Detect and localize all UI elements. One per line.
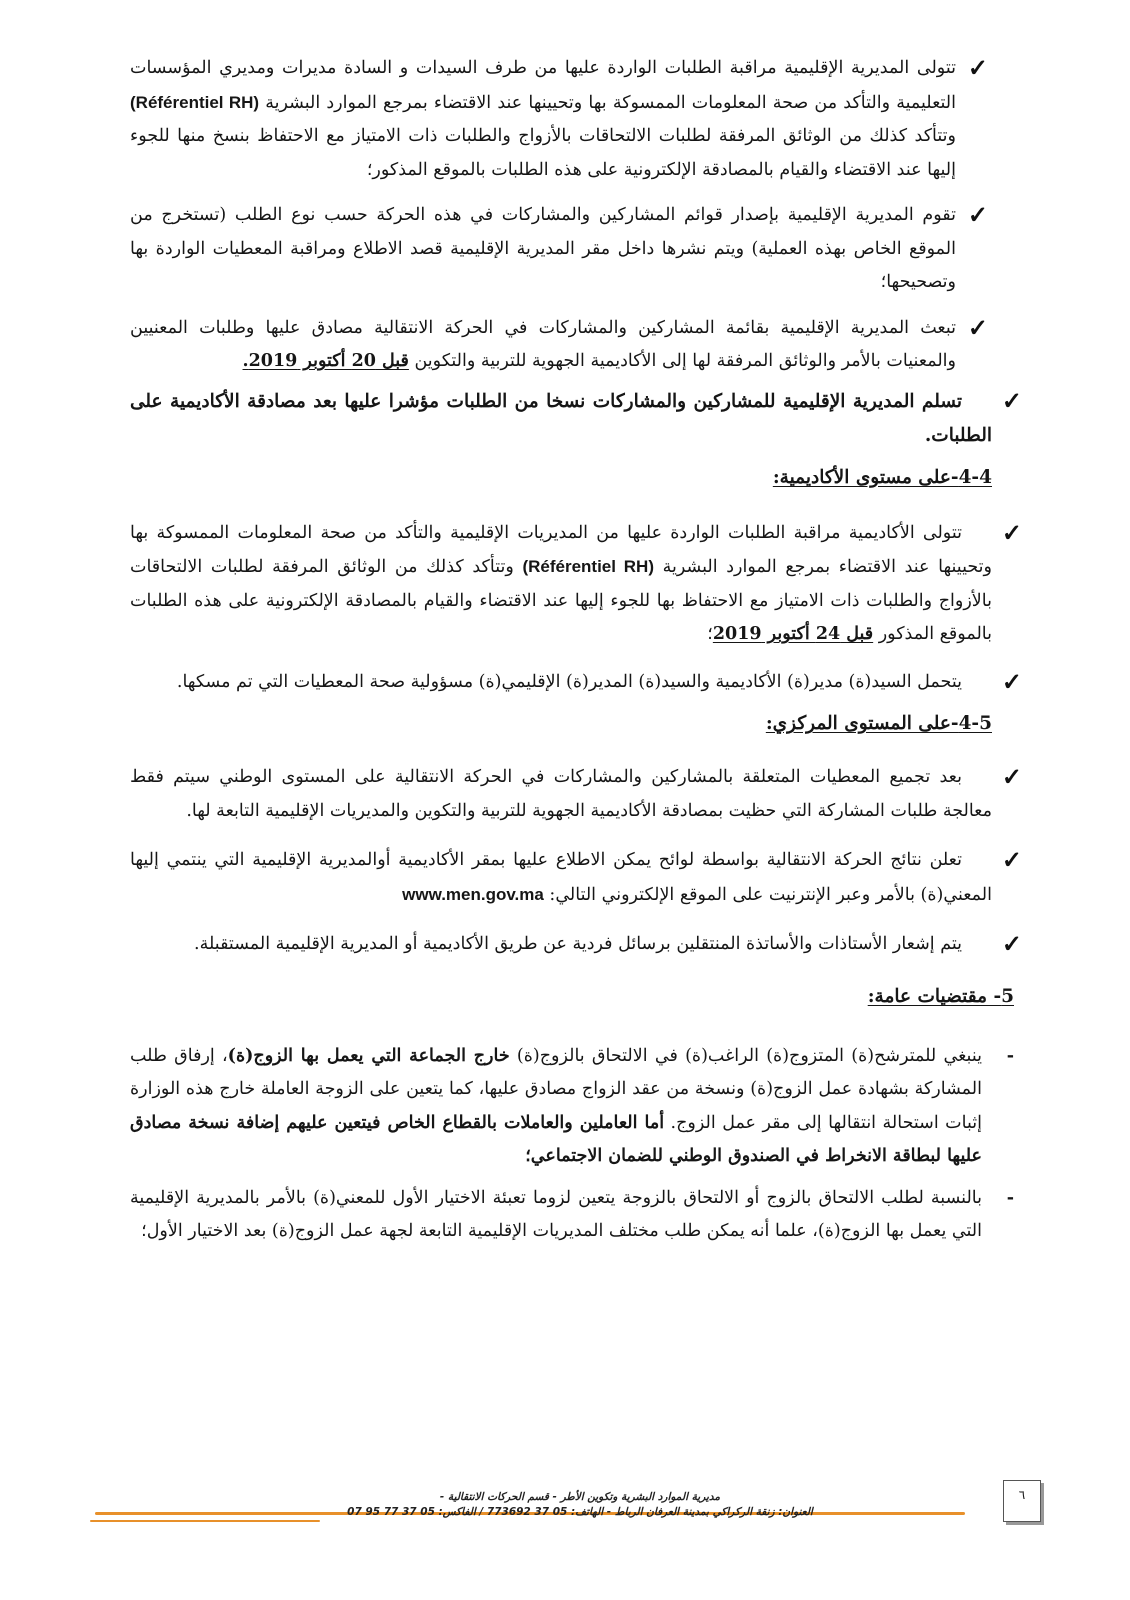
- list-item: [130, 517, 1022, 652]
- list-item: [130, 52, 992, 187]
- item-text: تعلن نتائج الحركة الانتقالية بواسطة لوائح يمكن الاطلاع عليها بمقر الأكاديمية أوالمديرية الإقليمية التي ينتمي إليها المعني(ة) بالأمر وعبر الإنترنيت على الموقع الإلكتروني التالي:: [130, 850, 992, 905]
- item-text: بعد تجميع المعطيات المتعلقة بالمشاركين والمشاركات في الحركة الانتقالية على المستوى الوطني سيتم فقط معالجة طلبات المشاركة التي حظيت بمصادقة الأكاديمية الجهوية للتربية والتكوين والمديريات الإقليمية التابعة لها.: [130, 767, 992, 821]
- list-item: [130, 928, 1022, 962]
- list-item: [130, 761, 1022, 828]
- list-item: [130, 199, 992, 300]
- footer-department: مديرية الموارد البشرية وتكوين الأطر - قسم الحركات الانتقالية -: [439, 1491, 721, 1503]
- check-icon: ✓: [1001, 762, 1022, 791]
- item-text: يتحمل السيد(ة) مدير(ة) الأكاديمية والسيد(ة) المدير(ة) الإقليمي(ة) مسؤولية صحة المعطيات التي تم مسكها.: [176, 671, 962, 692]
- section-heading: 4-4-على مستوى الأكاديمية:: [772, 466, 992, 488]
- check-icon: ✓: [1001, 929, 1022, 958]
- latin-term: (Référentiel RH): [130, 92, 260, 112]
- page-number: ٦: [1003, 1480, 1041, 1522]
- item-text: بالنسبة لطلب الالتحاق بالزوج أو الالتحاق بالزوجة يتعين لزوما تعبئة الاختيار الأول للمعني(ة) بالأمر بالمديرية الإقليمية التي يعمل بها الزوج(ة)، علما أنه يمكن طلب مختلف المديريات الإقليمية التابعة لجهة عمل الزوج(ة) بعد الاختيار الأول؛: [130, 1187, 982, 1241]
- footer-address: العنوان: زنقة الركراكي بمدينة العرفان الرباط - الهاتف: 05 37 773692 / الفاكس: 05 37 77 95 07: [347, 1506, 813, 1518]
- item-text: ينبغي للمترشح(ة) المتزوج(ة) الراغب(ة) في الالتحاق بالزوج(ة): [509, 1045, 982, 1066]
- list-item: [130, 385, 1022, 453]
- item-text: تسلم المديرية الإقليمية للمشاركين والمشاركات نسخا من الطلبات مؤشرا عليها بعد مصادقة الأكاديمية على الطلبات.: [130, 390, 992, 446]
- item-text: تتولى الأكاديمية مراقبة الطلبات الواردة عليها من المديريات الإقليمية والتأكد من صحة المعلومات الممسوكة بها وتحيينها عند الاقتضاء بمرجع الموارد البشرية: [130, 522, 992, 577]
- check-icon: ✓: [1001, 845, 1022, 874]
- check-icon: ✓: [1001, 385, 1022, 415]
- page-content: [130, 52, 1022, 1249]
- item-text: وتتأكد كذلك من الوثائق المرفقة لطلبات الالتحاقات بالأزواج والطلبات ذات الامتياز مع الاحتفاظ بنسخ منها للجوء إليها عند الاقتضاء والقيام بالمصادقة الإلكترونية على هذه الطلبات بالموقع المذكور؛: [130, 126, 956, 180]
- check-icon: ✓: [967, 200, 988, 229]
- item-text: ؛: [707, 624, 713, 644]
- item-text: ، إرفاق طلب المشاركة بشهادة عمل الزوج(ة) ونسخة من عقد الزواج مصادق عليها، كما يتعين على الزوجة العاملة خارج هذه الوزارة إثبات استحالة انتقالها إلى مقر عمل الزوج.: [130, 1045, 982, 1133]
- item-bold: أما العاملين والعاملات بالقطاع الخاص فيتعين عليهم إضافة نسخة مصادق عليها لبطاقة الانخراط في الصندوق الوطني للضمان الاجتماعي؛: [130, 1112, 982, 1166]
- item-text: تبعث المديرية الإقليمية بقائمة المشاركين والمشاركات في الحركة الانتقالية مصادق عليها وطلبات المعنيين والمعنيات بالأمر والوثائق المرفقة لها إلى الأكاديمية الجهوية للتربية والتكوين: [130, 317, 956, 371]
- list-item: [130, 666, 1022, 700]
- check-icon: ✓: [967, 312, 988, 342]
- item-text: وتتأكد كذلك من الوثائق المرفقة لطلبات الالتحاقات بالأزواج والطلبات ذات الامتياز مع الاحتفاظ بها للجوء إليها عند الاقتضاء والقيام بالمصادقة الإلكترونية على هذه الطلبات بالموقع المذكور: [130, 557, 992, 644]
- list-item: [130, 844, 1022, 912]
- footer-rule-swoosh: [90, 1520, 320, 1522]
- dash-bullet: -: [1006, 1045, 1014, 1066]
- section-heading: 4-5-على المستوى المركزي:: [765, 713, 992, 734]
- deadline: قبل 20 أكتوبر 2019.: [242, 351, 409, 371]
- website-url[interactable]: www.men.gov.ma: [402, 884, 544, 904]
- section-heading: 5- مقتضيات عامة:: [867, 985, 1014, 1007]
- list-item: [130, 1040, 1014, 1174]
- item-bold: خارج الجماعة التي يعمل بها الزوج(ة): [227, 1045, 510, 1066]
- item-text: تقوم المديرية الإقليمية بإصدار قوائم المشاركين والمشاركات في هذه الحركة حسب نوع الطلب (تستخرج من الموقع الخاص بهذه العملية) ويتم نشرها داخل مقر المديرية الإقليمية قصد الاطلاع ومراقبة المعطيات الواردة بها وتصحيحها؛: [130, 205, 956, 292]
- dash-bullet: -: [1006, 1187, 1014, 1208]
- list-item: [130, 1182, 1014, 1249]
- item-text: يتم إشعار الأستاذات والأساتذة المنتقلين برسائل فردية عن طريق الأكاديمية أو المديرية الإقليمية المستقبلة.: [194, 934, 962, 954]
- deadline: قبل 24 أكتوبر 2019: [712, 624, 874, 644]
- item-text: تتولى المديرية الإقليمية مراقبة الطلبات الواردة عليها من طرف السيدات و السادة مديرات ومديري المؤسسات التعليمية والتأكد من صحة المعلومات الممسوكة بها وتحيينها عند الاقتضاء بمرجع الموارد البشرية: [130, 58, 956, 113]
- page-footer: [290, 1490, 870, 1520]
- check-icon: ✓: [1001, 666, 1022, 696]
- check-icon: ✓: [967, 53, 988, 82]
- latin-term: (Référentiel RH): [522, 557, 654, 576]
- check-icon: ✓: [1001, 517, 1022, 547]
- list-item: [130, 312, 992, 379]
